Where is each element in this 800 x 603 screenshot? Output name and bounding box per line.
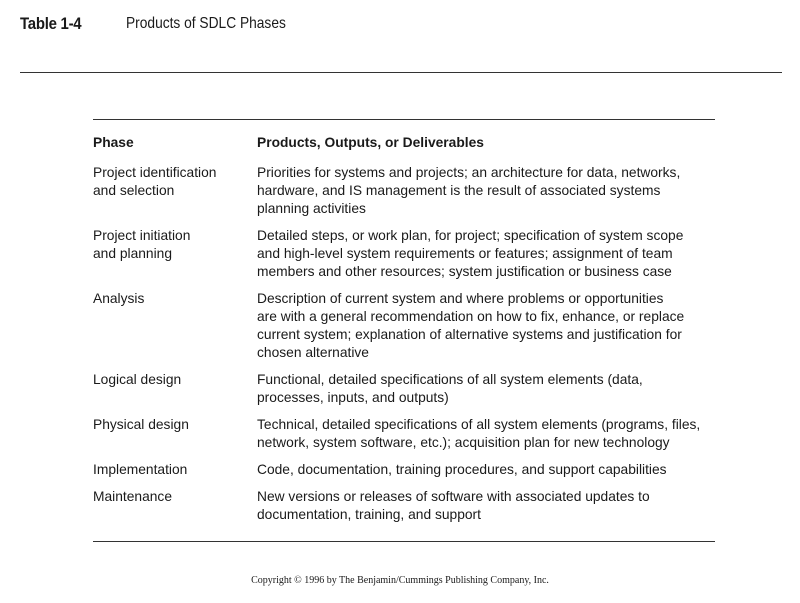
phase-line: Analysis <box>93 291 145 306</box>
products-cell <box>257 416 723 452</box>
products-cell <box>257 488 723 524</box>
table-body <box>93 164 723 524</box>
table-row <box>93 461 723 479</box>
phase-cell <box>93 227 257 281</box>
products-cell <box>257 461 723 479</box>
phase-cell <box>93 164 257 218</box>
products-line: Description of current system and where problems or opportunities <box>257 291 664 306</box>
products-line: and high-level system requirements or features; assignment of team <box>257 246 673 261</box>
header-divider <box>20 72 782 73</box>
column-header-products: Products, Outputs, or Deliverables <box>257 135 484 150</box>
phase-cell <box>93 371 257 407</box>
table-row <box>93 416 723 452</box>
phase-cell <box>93 416 257 452</box>
table-bottom-rule <box>93 541 715 542</box>
products-line: chosen alternative <box>257 345 369 360</box>
products-line: Detailed steps, or work plan, for project; specification of system scope <box>257 228 684 243</box>
products-line: documentation, training, and support <box>257 507 481 522</box>
phase-line: Implementation <box>93 462 188 477</box>
phase-cell <box>93 461 257 479</box>
table-row <box>93 164 723 218</box>
products-line: Technical, detailed specifications of all system elements (programs, files, <box>257 417 701 432</box>
products-line: hardware, and IS management is the result of associated systems <box>257 183 661 198</box>
products-line: Functional, detailed specifications of all system elements (data, <box>257 372 643 387</box>
products-line: network, system software, etc.); acquisition plan for new technology <box>257 435 670 450</box>
phase-line: and planning <box>93 246 173 261</box>
products-line: are with a general recommendation on how to fix, enhance, or replace <box>257 309 685 324</box>
phase-line: Project identification <box>93 165 217 180</box>
phase-line: Project initiation <box>93 228 191 243</box>
products-cell <box>257 227 723 281</box>
phase-cell <box>93 290 257 362</box>
products-line: members and other resources; system justification or business case <box>257 264 672 279</box>
table-row <box>93 371 723 407</box>
phase-line: Maintenance <box>93 489 173 504</box>
products-line: planning activities <box>257 201 366 216</box>
products-cell <box>257 290 723 362</box>
table-title: Products of SDLC Phases <box>126 15 286 32</box>
products-line: Code, documentation, training procedures, and support capabilities <box>257 462 667 477</box>
phase-line: and selection <box>93 183 175 198</box>
table-number: Table 1-4 <box>20 14 82 33</box>
table-row <box>93 488 723 524</box>
column-header-phase: Phase <box>93 135 134 150</box>
products-line: New versions or releases of software with associated updates to <box>257 489 650 504</box>
products-cell <box>257 164 723 218</box>
table-header-row <box>93 134 723 152</box>
phase-line: Physical design <box>93 417 189 432</box>
phase-cell <box>93 488 257 524</box>
products-line: current system; explanation of alternative systems and justification for <box>257 327 682 342</box>
products-line: Priorities for systems and projects; an architecture for data, networks, <box>257 165 681 180</box>
sdlc-products-table <box>93 134 723 533</box>
table-top-rule <box>93 119 715 120</box>
phase-line: Logical design <box>93 372 182 387</box>
products-cell <box>257 371 723 407</box>
table-row <box>93 227 723 281</box>
copyright-notice: Copyright © 1996 by The Benjamin/Cummings Publishing Company, Inc. <box>251 575 549 586</box>
table-row <box>93 290 723 362</box>
products-line: processes, inputs, and outputs) <box>257 390 449 405</box>
